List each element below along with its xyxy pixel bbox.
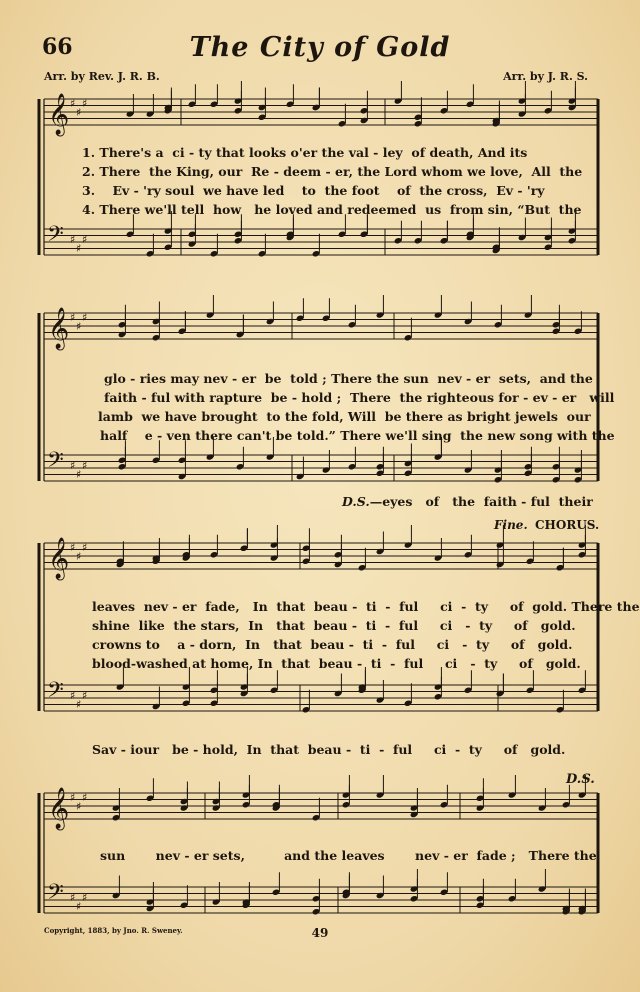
sharp-icon: ♯ [70, 791, 76, 804]
sharp-icon: ♯ [70, 689, 76, 702]
verse-2-line-2: faith - ful with rapture be - hold ; There the righteous for - ev - er will [104, 390, 615, 405]
ds-text: —eyes of the faith - ful their [369, 494, 593, 509]
sharp-icon: ♯ [82, 311, 88, 324]
ds-prefix: D.S. [342, 494, 370, 509]
bass-clef-icon: 𝄢 [47, 880, 64, 910]
hymn-title: The City of Gold [189, 32, 451, 63]
sharp-icon: ♯ [82, 891, 88, 904]
sharp-icon: ♯ [70, 311, 76, 324]
verse-3-line-2: lamb we have brought to the fold, Will be there as bright jewels our [98, 409, 591, 424]
chorus-line-1: leaves nev - er fade, In that beau - ti - ful ci - ty of gold. There the [92, 599, 640, 614]
sharp-icon: ♯ [70, 97, 76, 110]
sharp-icon: ♯ [82, 689, 88, 702]
sharp-icon: ♯ [76, 320, 82, 333]
sharp-icon: ♯ [70, 541, 76, 554]
verse-4-line-1: 4. There we'll tell how he loved and redeemed us from sin, “But the [82, 202, 582, 217]
sharp-icon: ♯ [76, 242, 82, 255]
fine-mark: Fine. [494, 518, 528, 532]
bass-clef-icon: 𝄢 [47, 448, 64, 478]
sharp-icon: ♯ [76, 550, 82, 563]
copyright-notice: Copyright, 1883, by Jno. R. Sweney. [44, 926, 183, 935]
chorus-line-4: blood-washed at home, In that beau - ti - ful ci - ty of gold. [92, 656, 581, 671]
chorus-line-3: crowns to a - dorn, In that beau - ti - ful ci - ty of gold. [92, 637, 573, 652]
chorus-mark: CHORUS. [535, 518, 600, 532]
treble-clef-icon: 𝄞 [48, 538, 70, 579]
sharp-icon: ♯ [82, 459, 88, 472]
arranger-words: Arr. by Rev. J. R. B. [44, 70, 160, 83]
verse-3-line-1: 3. Ev - 'ry soul we have led to the foot of the cross, Ev - 'ry [82, 183, 545, 198]
sharp-icon: ♯ [82, 541, 88, 554]
sharp-icon: ♯ [76, 698, 82, 711]
ds-mark: D.S. [566, 772, 595, 787]
treble-clef-icon: 𝄞 [48, 94, 70, 135]
verse-1-line-1: 1. There's a ci - ty that looks o'er the val - ley of death, And its [82, 145, 528, 160]
bass-lyric: Sav - iour be - hold, In that beau - ti - ful ci - ty of gold. [92, 742, 566, 757]
sharp-icon: ♯ [76, 900, 82, 913]
verse-2-line-1: 2. There the King, our Re - deem - er, the Lord whom we love, All the [82, 164, 583, 179]
arranger-music: Arr. by J. R. S. [503, 70, 588, 83]
footer-page-number: 49 [311, 926, 329, 940]
sharp-icon: ♯ [76, 106, 82, 119]
chorus-line-2: shine like the stars, In that beau - ti - ful ci - ty of gold. [92, 618, 576, 633]
sharp-icon: ♯ [82, 233, 88, 246]
bass-clef-icon: 𝄢 [47, 678, 64, 708]
sharp-icon: ♯ [82, 97, 88, 110]
verse-1-line-2: glo - ries may nev - er be told ; There the sun nev - er sets, and the [104, 371, 593, 386]
treble-clef-icon: 𝄞 [48, 788, 70, 829]
sharp-icon: ♯ [70, 891, 76, 904]
sharp-icon: ♯ [70, 459, 76, 472]
final-lyric: sun nev - er sets, and the leaves nev - er fade ; There the [100, 848, 597, 863]
sharp-icon: ♯ [70, 233, 76, 246]
bass-clef-icon: 𝄢 [47, 222, 64, 252]
sharp-icon: ♯ [82, 791, 88, 804]
verse-4-line-2: half e - ven there can't be told.” There we'll sing the new song with the [100, 428, 615, 443]
page-number: 66 [42, 34, 73, 60]
treble-clef-icon: 𝄞 [48, 308, 70, 349]
sharp-icon: ♯ [76, 800, 82, 813]
ds-lyric-line [342, 494, 593, 509]
sharp-icon: ♯ [76, 468, 82, 481]
